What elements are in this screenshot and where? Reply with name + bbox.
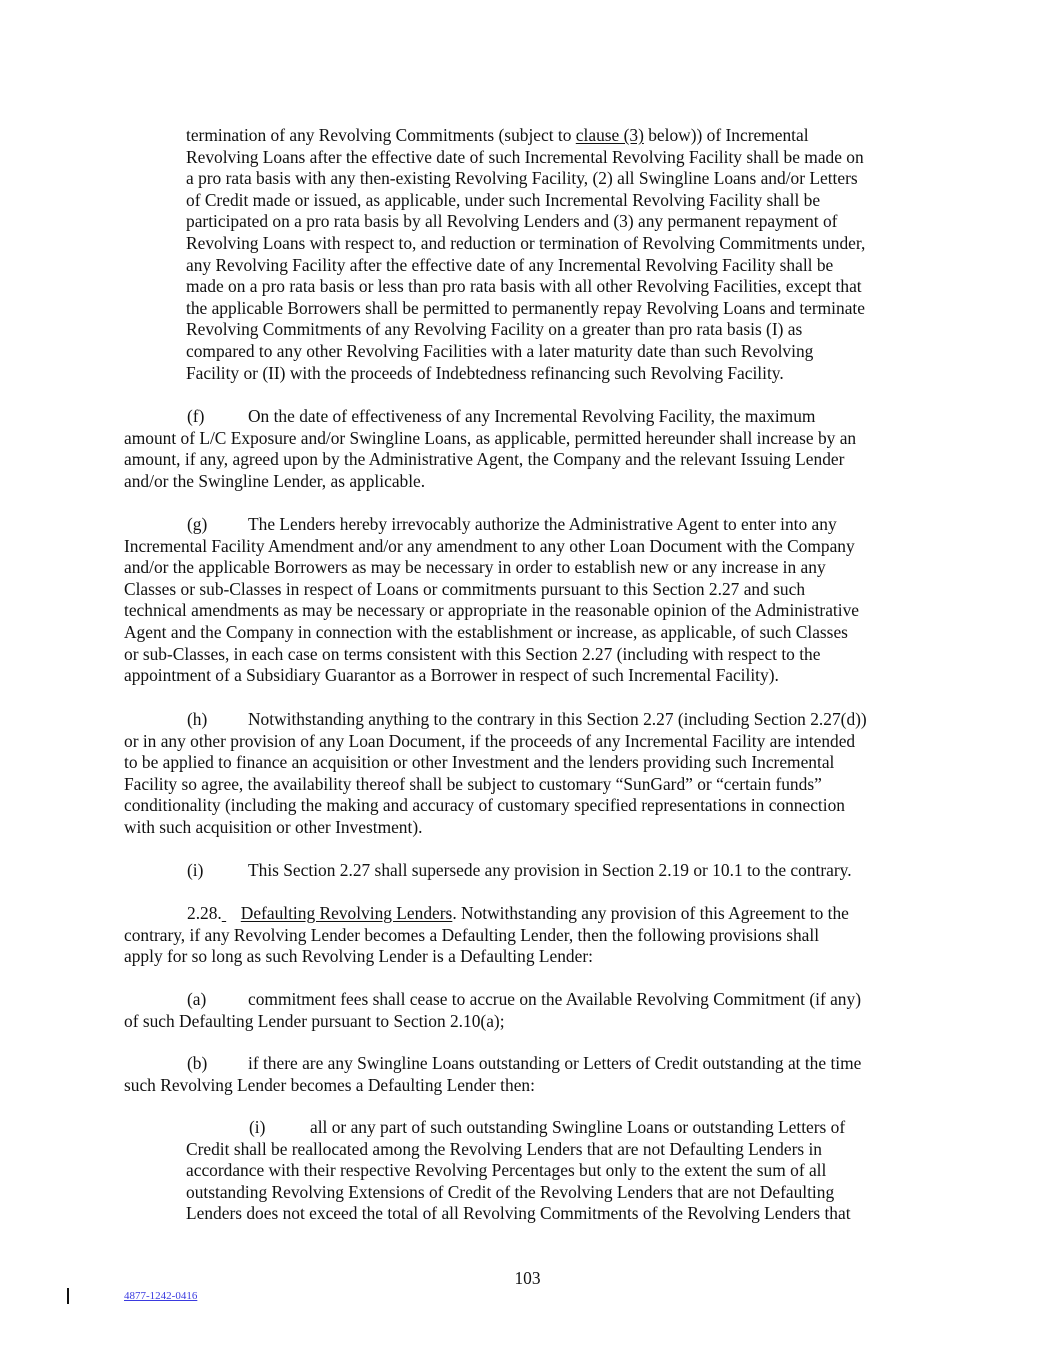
document-id-link[interactable]: 4877-1242-0416 (124, 1290, 198, 1302)
clause-2-28-b-i (186, 1117, 946, 1225)
heading-tab-underline (222, 903, 241, 925)
text-line: Revolving Loans after the effective date of such Incremental Revolving Facility shall be made on (186, 146, 864, 167)
text-line: technical amendments as may be necessary or appropriate in the reasonable opinion of the Administrative (124, 600, 859, 621)
text-line: and/or the applicable Borrowers as may be necessary in order to establish new or any increase in any (124, 557, 826, 578)
clause-3-reference-link[interactable]: clause (3) (575, 125, 644, 145)
text-line: conditionality (including the making and accuracy of customary specified representations in connection (124, 795, 845, 816)
text-line: with such acquisition or other Investment). (124, 816, 423, 837)
clause-f (124, 406, 954, 492)
text-line: Incremental Facility Amendment and/or any amendment to any other Loan Document with the Company (124, 535, 855, 556)
section-2-28 (124, 903, 954, 968)
text-line: or sub-Classes, in each case on terms consistent with this Section 2.27 (including with respect to the (124, 643, 821, 664)
text-line: of such Defaulting Lender pursuant to Section 2.10(a); (124, 1010, 505, 1031)
text-line: (g) The Lenders hereby irrevocably authorize the Administrative Agent to enter into any (187, 514, 837, 534)
text-line: or in any other provision of any Loan Document, if the proceeds of any Incremental Facility are intended (124, 730, 856, 751)
clause-label: (b) (187, 1053, 208, 1073)
text-line: (b) if there are any Swingline Loans outstanding or Letters of Credit outstanding at the time (187, 1053, 862, 1073)
text-line: Facility or (II) with the proceeds of Indebtedness refinancing such Revolving Facility. (186, 362, 784, 383)
text-line: compared to any other Revolving Facilities with a later maturity date than such Revolving (186, 340, 814, 361)
text-line: (i) all or any part of such outstanding Swingline Loans or outstanding Letters of (249, 1117, 846, 1137)
text-line: Credit shall be reallocated among the Revolving Lenders that are not Defaulting Lenders in (186, 1138, 822, 1159)
text-line: Agent and the Company in connection with the establishment or increase, as applicable, of such Classes (124, 621, 848, 642)
section-heading: Defaulting Revolving Lenders (240, 903, 453, 923)
text-line: amount of L/C Exposure and/or Swingline Loans, as applicable, permitted hereunder shall increase by an (124, 427, 857, 448)
text-line: the applicable Borrowers shall be permitted to permanently repay Revolving Loans and terminate (186, 297, 865, 318)
text-line: accordance with their respective Revolving Percentages but only to the extent the sum of all (186, 1160, 827, 1181)
clause-2-28-b (124, 1053, 954, 1096)
text-line: and/or the Swingline Lender, as applicable. (124, 470, 426, 491)
clause-2-28-a (124, 989, 954, 1032)
text-line: appointment of a Subsidiary Guarantor as a Borrower in respect of such Incremental Facility). (124, 665, 779, 686)
text-line: Revolving Commitments of any Revolving Facility on a greater than pro rata basis (I) as (186, 319, 803, 340)
text-line: such Revolving Lender becomes a Defaulting Lender then: (124, 1074, 535, 1095)
clause-g (124, 514, 954, 687)
text-line: (a) commitment fees shall cease to accrue on the Available Revolving Commitment (if any) (187, 989, 861, 1009)
text-line: contrary, if any Revolving Lender becomes a Defaulting Lender, then the following provisions shall (124, 924, 820, 945)
clause-label: (f) (187, 406, 205, 426)
text-line: Revolving Loans with respect to, and reduction or termination of Revolving Commitments under, (186, 232, 866, 253)
clause-label: (i) (187, 860, 204, 880)
revision-change-bar (67, 1288, 69, 1304)
text-line: of Credit made or issued, as applicable, under such Incremental Revolving Facility shall be (186, 189, 821, 210)
text-line: apply for so long as such Revolving Lender is a Defaulting Lender: (124, 946, 593, 967)
text-line: Facility so agree, the availability thereof shall be subject to customary “SunGard” or “certain funds” (124, 773, 822, 794)
text-line: 2.28. Defaulting Revolving Lenders. Notwithstanding any provision of this Agreement to the (187, 903, 849, 923)
text-line: (i) This Section 2.27 shall supersede any provision in Section 2.19 or 10.1 to the contrary. (187, 860, 852, 880)
text-line: Classes or sub-Classes in respect of Loans or commitments pursuant to this Section 2.27 and such (124, 578, 806, 599)
clause-i (124, 860, 954, 882)
text-line: termination of any Revolving Commitments (subject to clause (3) below)) of Incremental (186, 125, 809, 145)
text-line: to be applied to finance an acquisition or other Investment and the lenders providing such Incremental (124, 752, 835, 773)
text-line: Lenders does not exceed the total of all Revolving Commitments of the Revolving Lenders that (186, 1203, 851, 1224)
text-line: made on a pro rata basis or less than pro rata basis with all other Revolving Facilities, except that (186, 276, 862, 297)
text-line: outstanding Revolving Extensions of Credit of the Revolving Lenders that are not Defaulting (186, 1181, 835, 1202)
text-line: any Revolving Facility after the effective date of any Incremental Revolving Facility shall be (186, 254, 834, 275)
text-line: participated on a pro rata basis by all Revolving Lenders and (3) any permanent repayment of (186, 211, 838, 232)
text-line: (h) Notwithstanding anything to the contrary in this Section 2.27 (including Section 2.27(d)) (187, 709, 867, 729)
clause-label: (g) (187, 514, 208, 534)
continuation-paragraph (186, 125, 946, 384)
clause-label: (a) (187, 989, 207, 1009)
clause-h (124, 709, 954, 839)
section-number: 2.28. (187, 903, 222, 923)
page-number: 103 (514, 1268, 541, 1288)
text-line: (f) On the date of effectiveness of any Incremental Revolving Facility, the maximum (187, 406, 816, 426)
clause-label: (h) (187, 709, 208, 729)
text-line: amount, if any, agreed upon by the Administrative Agent, the Company and the relevant Issuing Lender (124, 449, 845, 470)
clause-label: (i) (249, 1117, 266, 1137)
text-line: a pro rata basis with any then-existing Revolving Facility, (2) all Swingline Loans and/or Letters (186, 168, 858, 189)
